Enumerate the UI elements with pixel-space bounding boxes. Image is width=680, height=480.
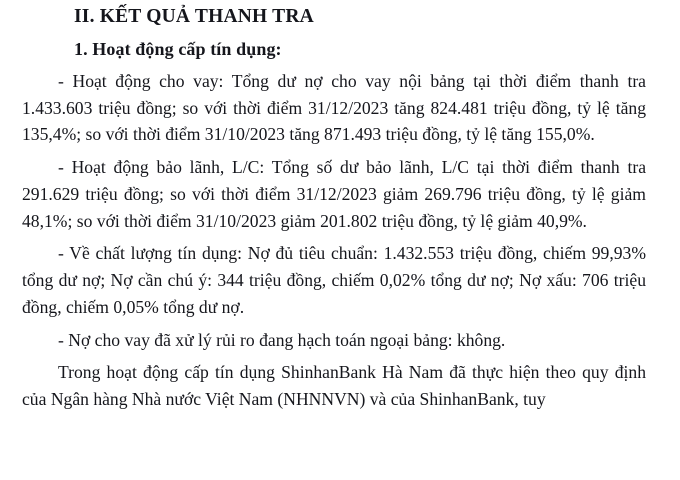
page-title: II. KẾT QUẢ THANH TRA	[74, 6, 314, 27]
paragraph-compliance-note: Trong hoạt động cấp tín dụng ShinhanBank Hà Nam đã thực hiện theo quy định của Ngân hàng Nhà nước Việt Nam (NHNNVN) và của ShinhanBank, tuy	[22, 362, 646, 410]
paragraph-off-balance-sheet: - Nợ cho vay đã xử lý rủi ro đang hạch toán ngoại bảng: không.	[58, 329, 506, 350]
paragraph-guarantee-lc-activity: - Hoạt động bảo lãnh, L/C: Tổng số dư bảo lãnh, L/C tại thời điểm thanh tra 291.629 triệu đồng; so với thời điểm 31/12/2023 giảm 269.796 triệu đồng, tỷ lệ giảm 48,1%; so với thời điểm 31/10/2023 giảm 201.802 triệu đồng, tỷ lệ giảm 40,9%.	[22, 157, 646, 231]
section-title: 1. Hoạt động cấp tín dụng:	[74, 39, 282, 59]
paragraph-credit-quality: - Về chất lượng tín dụng: Nợ đủ tiêu chuẩn: 1.432.553 triệu đồng, chiếm 99,93% tổng dư nợ; Nợ cần chú ý: 344 triệu đồng, chiếm 0,02% tổng dư nợ; Nợ xấu: 706 triệu đồng, chiếm 0,05% tổng dư nợ.	[22, 243, 646, 317]
paragraph-lending-activity: - Hoạt động cho vay: Tổng dư nợ cho vay nội bảng tại thời điểm thanh tra 1.433.603 triệu đồng; so với thời điểm 31/12/2023 tăng 824.481 triệu đồng, tỷ lệ tăng 135,4%; so với thời điểm 31/10/2023 tăng 871.493 triệu đồng, tỷ lệ tăng 155,0%.	[22, 71, 646, 145]
